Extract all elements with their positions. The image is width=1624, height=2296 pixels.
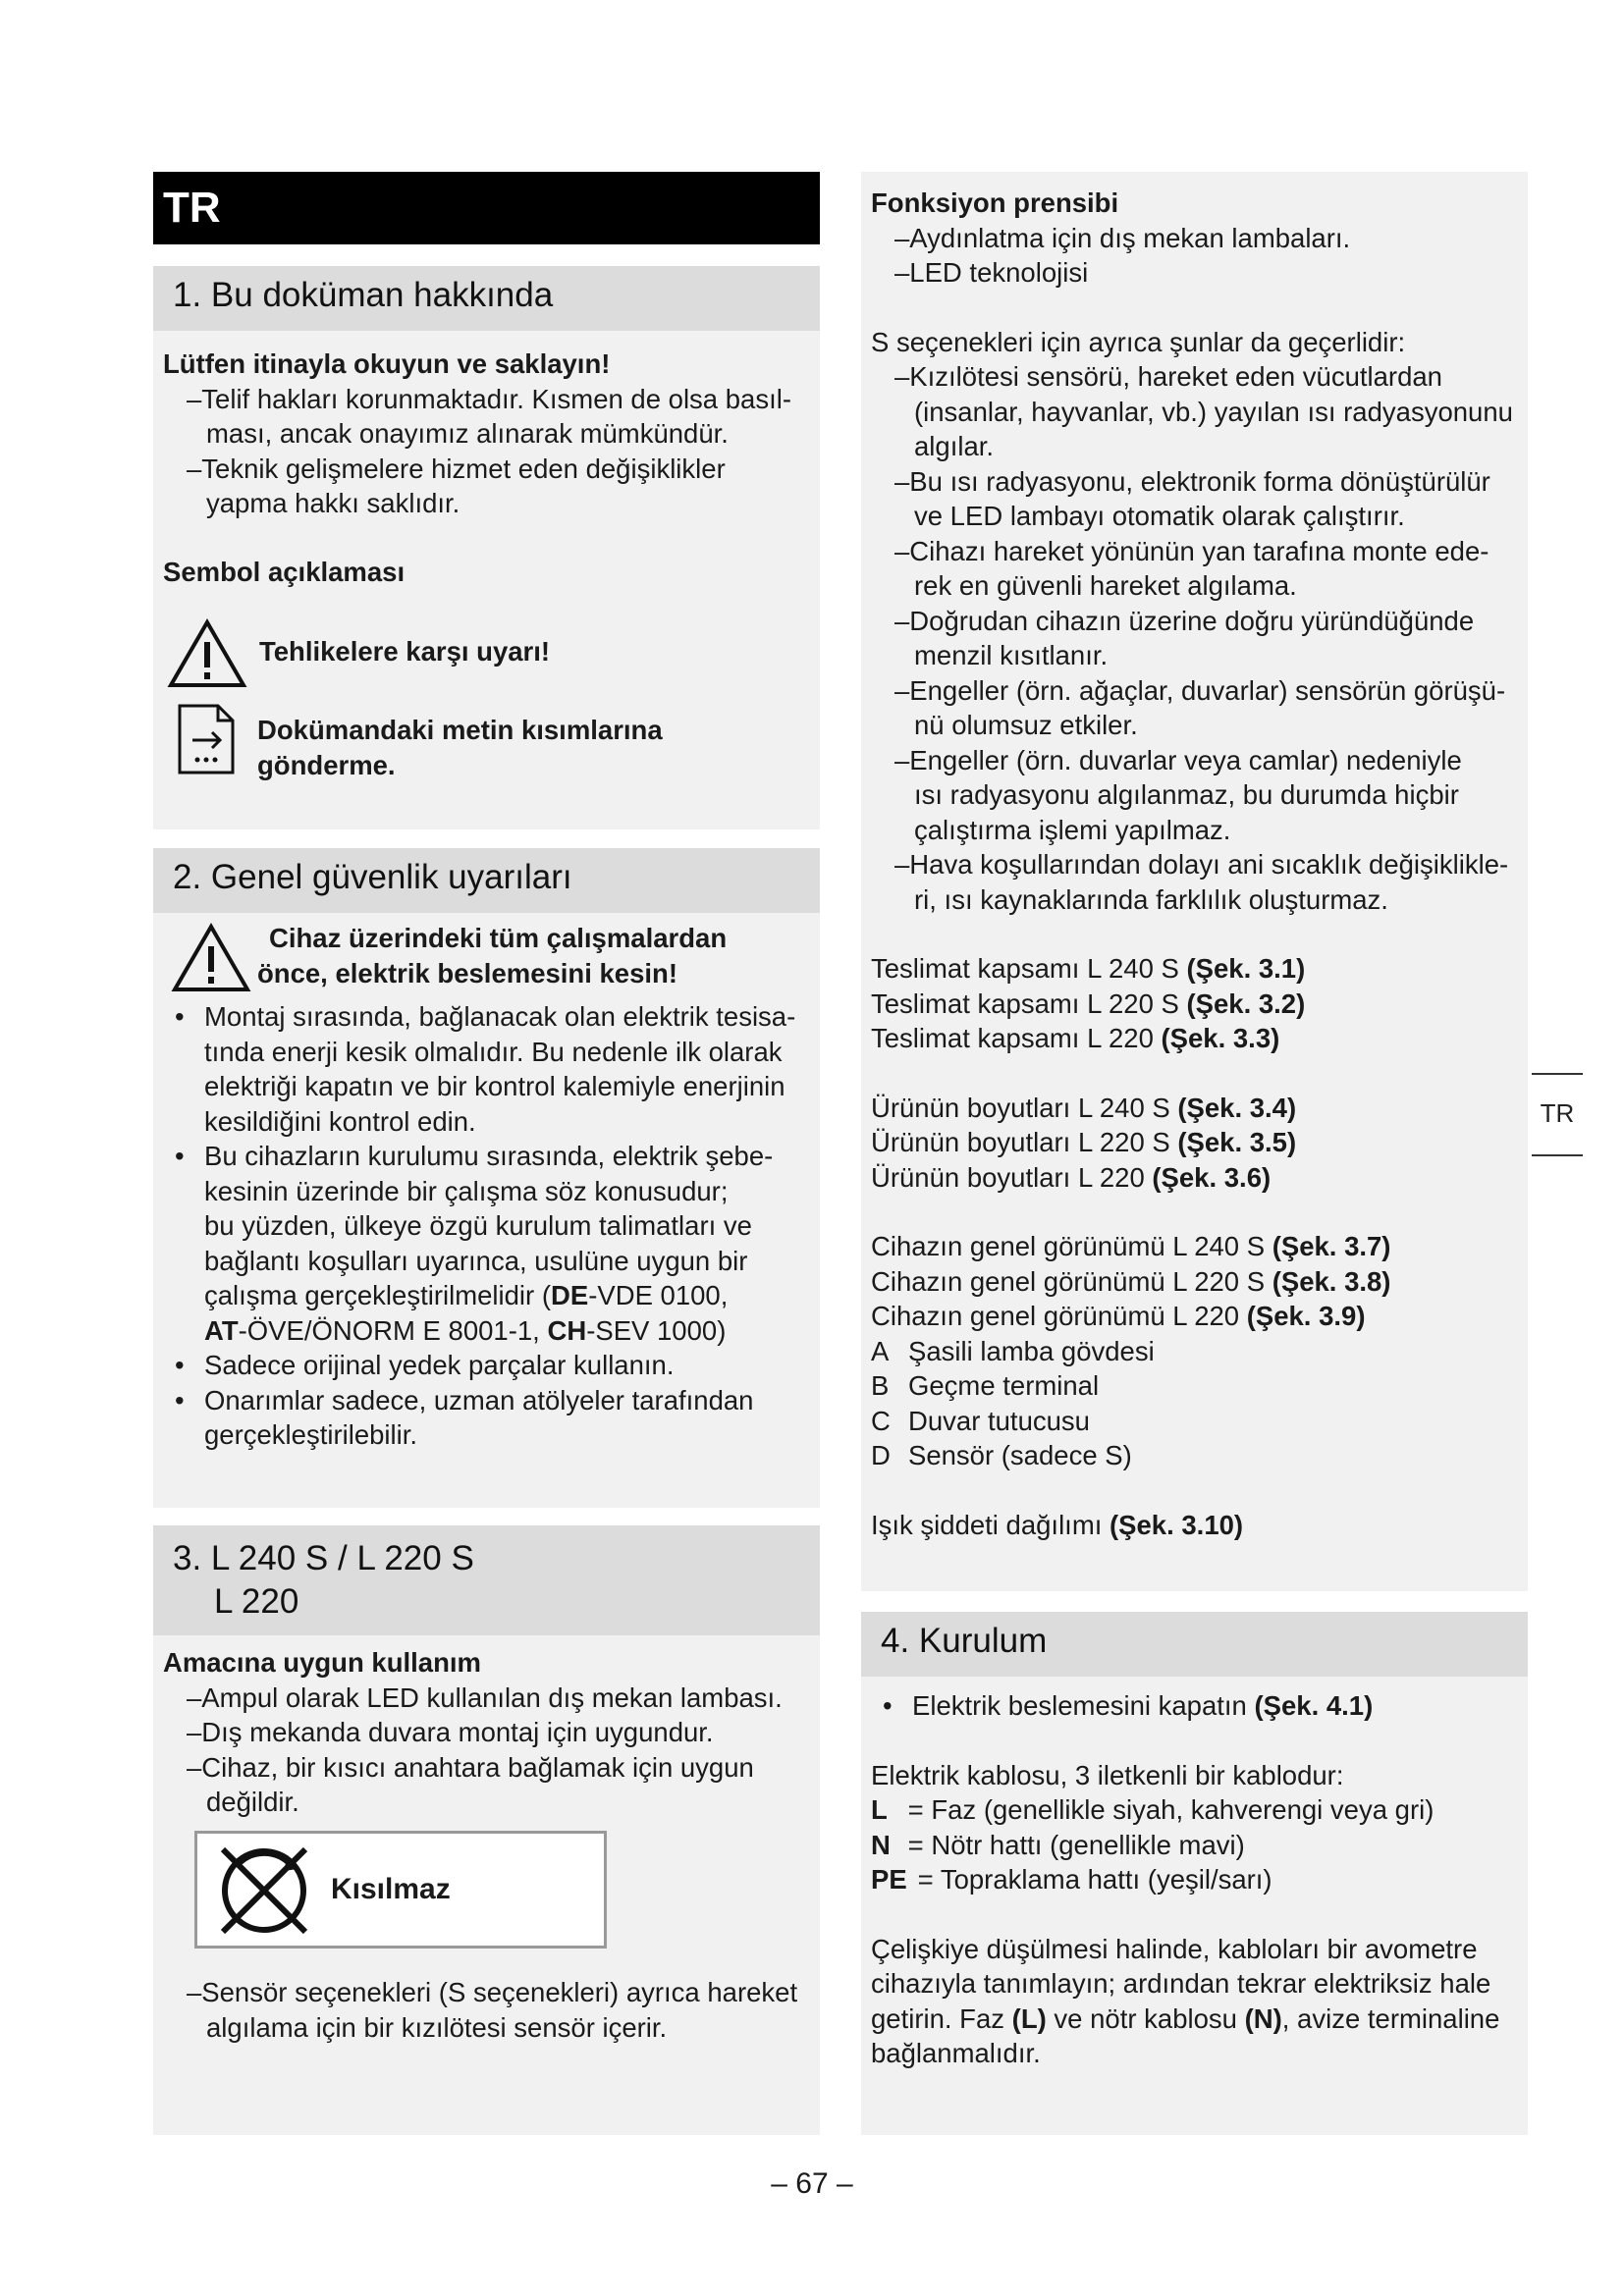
text-line: algılama için bir kızılötesi sensör içerir. [206, 2011, 668, 2043]
text-line: –Teknik gelişmelere hizmet eden değişiklikler [187, 453, 726, 484]
figure-reference: Işık şiddeti dağılımı (Şek. 3.10) [871, 1509, 1244, 1540]
text-line: • Bu cihazların kurulumu sırasında, elektrik şebe- [204, 1141, 774, 1171]
figure-reference: Cihazın genel görünümü L 240 S (Şek. 3.7) [871, 1231, 1391, 1261]
text-line: –Engeller (örn. ağaçlar, duvarlar) sensörün görüşü- [894, 674, 1506, 706]
section-1-panel [153, 266, 820, 829]
text-line: bağlantı koşulları uyarınca, usulüne uygun bir [204, 1245, 748, 1276]
text-line: –Aydınlatma için dış mekan lambaları. [894, 222, 1351, 253]
figure-reference: Cihazın genel görünümü L 220 (Şek. 3.9) [871, 1301, 1366, 1331]
section-3-subheading: Amacına uygun kullanım [163, 1647, 481, 1678]
text-line: getirin. Faz (L) ve nötr kablosu (N), avize terminaline [871, 2002, 1500, 2034]
sensor-note [163, 1975, 811, 2045]
text-line: ısı radyasyonu algılanmaz, bu durumda hiçbir [914, 779, 1459, 810]
text-line: tında enerji kesik olmalıdır. Bu nedenle ilk olarak [204, 1036, 783, 1067]
section-3-heading-line: 3. L 240 S / L 220 S [173, 1539, 474, 1577]
section-3-heading [153, 1525, 820, 1635]
text-line: menzil kısıtlanır. [914, 640, 1109, 670]
reference-label: gönderme. [257, 749, 396, 780]
text-line: kesildiğini kontrol edin. [204, 1105, 476, 1137]
list-item [163, 999, 810, 1139]
figure-reference: Cihazın genel görünümü L 220 S (Şek. 3.8) [871, 1265, 1391, 1297]
text-line: yapma hakkı saklıdır. [206, 488, 460, 518]
text-line: • Montaj sırasında, bağlanacak olan elektrik tesisa- [204, 1001, 796, 1032]
text-line: (insanlar, hayvanlar, vb.) yayılan ısı radyasyonunu [914, 396, 1513, 427]
section-2-heading: 2. Genel güvenlik uyarıları [153, 848, 820, 913]
page-number: – 67 – [771, 2167, 853, 2200]
text-line: –Telif hakları korunmaktadır. Kısmen de olsa basıl- [187, 383, 791, 414]
safety-warning-text: Cihaz üzerindeki tüm çalışmalardan [269, 923, 728, 953]
figure-reference: Teslimat kapsamı L 220 S (Şek. 3.2) [871, 988, 1306, 1019]
section-1-heading: 1. Bu doküman hakkında [153, 266, 820, 331]
text-line: –Cihaz, bir kısıcı anahtara bağlamak için uygun [187, 1751, 754, 1783]
text-line: –Dış mekanda duvara montaj için uygundur. [187, 1717, 714, 1747]
country-code: DE [551, 1280, 589, 1310]
no-dimming-box [194, 1831, 607, 1949]
text-line: elektriği kapatın ve bir kontrol kalemiyle enerjinin [204, 1071, 785, 1101]
cable-intro: Elektrik kablosu, 3 iletkenli bir kablodur: [871, 1759, 1344, 1790]
s-options-intro: S seçenekleri için ayrıca şunlar da geçerlidir: [871, 326, 1406, 357]
country-code: AT [204, 1314, 239, 1346]
reference-symbol-row [163, 703, 810, 782]
conductor-item: PE = Topraklama hattı (yeşil/sarı) [871, 1864, 1272, 1895]
part-item: A Şasili lamba gövdesi [871, 1335, 1155, 1366]
function-panel [861, 172, 1528, 1591]
language-code: TR [163, 184, 221, 232]
warning-symbol-row [163, 618, 810, 689]
figure-reference: Teslimat kapsamı L 220 (Şek. 3.3) [871, 1023, 1280, 1053]
symbol-heading: Sembol açıklaması [163, 556, 406, 587]
part-item: C Duvar tutucusu [871, 1405, 1090, 1436]
text-line: rek en güvenli hareket algılama. [914, 570, 1297, 601]
function-heading: Fonksiyon prensibi [871, 187, 1119, 218]
text-line: gerçekleştirilebilir. [204, 1419, 418, 1450]
section-2-panel [153, 848, 820, 1508]
text-line: –Doğrudan cihazın üzerine doğru yüründüğünde [894, 605, 1475, 636]
section-3-heading-line: L 220 [214, 1582, 299, 1621]
tab-rule-bottom [1532, 1154, 1583, 1156]
list-item [163, 1348, 810, 1383]
list-item [163, 1383, 810, 1453]
text-line: ması, ancak onayımız alınarak mümkündür. [206, 418, 729, 449]
text-line: –Hava koşullarından dolayı ani sıcaklık değişiklikle- [894, 849, 1509, 880]
no-dimming-icon [211, 1838, 317, 1944]
conductor-item: L = Faz (genellikle siyah, kahverengi veya gri) [871, 1794, 1435, 1825]
text-line: bu yüzden, ülkeye özgü kurulum talimatları ve [204, 1210, 752, 1241]
text-line [204, 1313, 810, 1349]
text-line: –Ampul olarak LED kullanılan dış mekan lambası. [187, 1682, 783, 1713]
country-code: CH [547, 1314, 587, 1346]
text-line: değildir. [206, 1787, 299, 1817]
warning-triangle-icon [171, 923, 251, 993]
no-dimming-label: Kısılmaz [331, 1873, 451, 1905]
text-line: Çelişkiye düşülmesi halinde, kabloları bir avometre [871, 1933, 1478, 1964]
section-4-heading: 4. Kurulum [861, 1612, 1528, 1677]
text-line: ve LED lambayı otomatik olarak çalıştırır. [914, 501, 1405, 531]
text-line: çalıştırma işlemi yapılmaz. [914, 814, 1231, 845]
text-fragment: -ÖVE/ÖNORM E 8001-1, [238, 1314, 548, 1346]
text-line: nü olumsuz etkiler. [914, 710, 1138, 740]
conductor-item: N = Nötr hattı (genellikle mavi) [871, 1829, 1245, 1860]
document-reference-icon [177, 703, 236, 775]
warning-label: Tehlikelere karşı uyarı! [259, 636, 551, 667]
text-line: • Sadece orijinal yedek parçalar kullanın. [204, 1350, 675, 1380]
figure-reference: Ürünün boyutları L 220 (Şek. 3.6) [871, 1161, 1272, 1193]
section-1-subheading: Lütfen itinayla okuyun ve saklayın! [163, 348, 611, 379]
list-item [163, 1139, 810, 1348]
text-line: –Kızılötesi sensörü, hareket eden vücutlardan [894, 361, 1442, 392]
text-line: –Sensör seçenekleri (S seçenekleri) ayrıca hareket [187, 1977, 798, 2007]
text-fragment: -SEV 1000) [586, 1314, 727, 1346]
text-line: bağlanmalıdır. [871, 2038, 1041, 2068]
side-tab-label: TR [1540, 1098, 1575, 1128]
text-line: –LED teknolojisi [894, 257, 1089, 288]
text-line: –Engeller (örn. duvarlar veya camlar) nedeniyle [894, 744, 1462, 775]
section-4-panel [861, 1612, 1528, 2135]
safety-warning-row [163, 917, 810, 993]
text-line: –Bu ısı radyasyonu, elektronik forma dönüştürülür [894, 465, 1490, 497]
text-line [204, 1278, 810, 1313]
text-line: algılar. [914, 431, 995, 461]
language-bar [153, 172, 820, 244]
text-line: kesinin üzerinde bir çalışma söz konusudur; [204, 1175, 729, 1206]
text-line: cihazıyla tanımlayın; ardından tekrar elektriksiz hale [871, 1968, 1491, 1999]
tab-rule-top [1532, 1073, 1583, 1075]
figure-reference: Ürünün boyutları L 220 S (Şek. 3.5) [871, 1127, 1297, 1157]
text-fragment: -VDE 0100, [588, 1280, 729, 1310]
figure-reference: Ürünün boyutları L 240 S (Şek. 3.4) [871, 1092, 1297, 1123]
text-line: –Cihazı hareket yönünün yan tarafına monte ede- [894, 535, 1489, 566]
part-item: D Sensör (sadece S) [871, 1440, 1132, 1470]
safety-warning-text: önce, elektrik beslemesini kesin! [257, 957, 677, 988]
part-item: B Geçme terminal [871, 1370, 1100, 1401]
text-fragment: çalışma gerçekleştirilmelidir ( [204, 1280, 551, 1310]
text-line: ri, ısı kaynaklarında farklılık oluşturmaz. [914, 883, 1388, 915]
list-item: • Elektrik beslemesini kapatın (Şek. 4.1) [871, 1688, 1518, 1724]
text-line: • Onarımlar sadece, uzman atölyeler tarafından [204, 1384, 754, 1415]
reference-label: Dokümandaki metin kısımlarına [257, 715, 663, 745]
figure-reference: Teslimat kapsamı L 240 S (Şek. 3.1) [871, 953, 1306, 984]
warning-triangle-icon [167, 618, 247, 689]
